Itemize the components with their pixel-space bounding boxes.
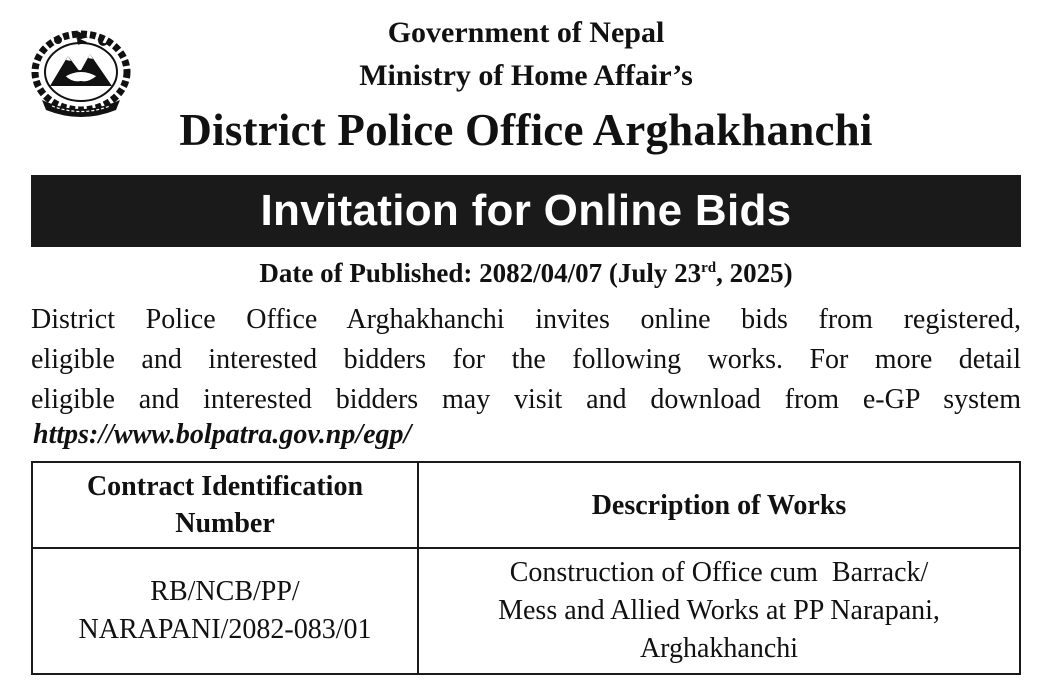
description-cell <box>418 548 1020 674</box>
contract-table <box>31 461 1021 675</box>
government-title: Government of Nepal <box>387 16 665 49</box>
contract-id-line: NARAPANI/2082-083/01 <box>78 614 372 645</box>
intro-line: District Police Office Arghakhanchi invites online bids from registered, <box>31 304 1021 335</box>
intro-paragraph <box>31 300 1021 420</box>
contract-id-cell <box>32 548 418 674</box>
intro-line: eligible and interested bidders may visit and download from e-GP system <box>31 384 1021 415</box>
intro-line: eligible and interested bidders for the following works. For more detail <box>31 344 1021 375</box>
published-date-suffix: , 2025) <box>716 258 793 288</box>
contract-id-line: RB/NCB/PP/ <box>150 576 300 607</box>
office-title: District Police Office Arghakhanchi <box>179 105 873 155</box>
table-row <box>32 548 1020 674</box>
published-date <box>0 258 1052 289</box>
egp-url-link[interactable]: https://www.bolpatra.gov.np/egp/ <box>33 419 412 450</box>
notice-banner <box>31 175 1021 247</box>
published-date-label: Date of Published: 2082/04/07 (July 23 <box>259 258 702 288</box>
description-header <box>418 462 1020 548</box>
table-header-row <box>32 462 1020 548</box>
banner-title: Invitation for Online Bids <box>260 186 792 235</box>
description-header-label: Description of Works <box>591 489 847 521</box>
description-line: Construction of Office cum Barrack/ <box>509 557 929 588</box>
description-line: Arghakhanchi <box>639 633 799 664</box>
description-line: Mess and Allied Works at PP Narapani, <box>498 595 940 626</box>
published-date-ordinal: rd <box>701 260 717 276</box>
contract-id-header-line: Contract Identification <box>86 471 364 502</box>
contract-id-header-line: Number <box>175 508 275 539</box>
ministry-title: Ministry of Home Affair’s <box>359 59 693 92</box>
contract-id-header <box>32 462 418 548</box>
